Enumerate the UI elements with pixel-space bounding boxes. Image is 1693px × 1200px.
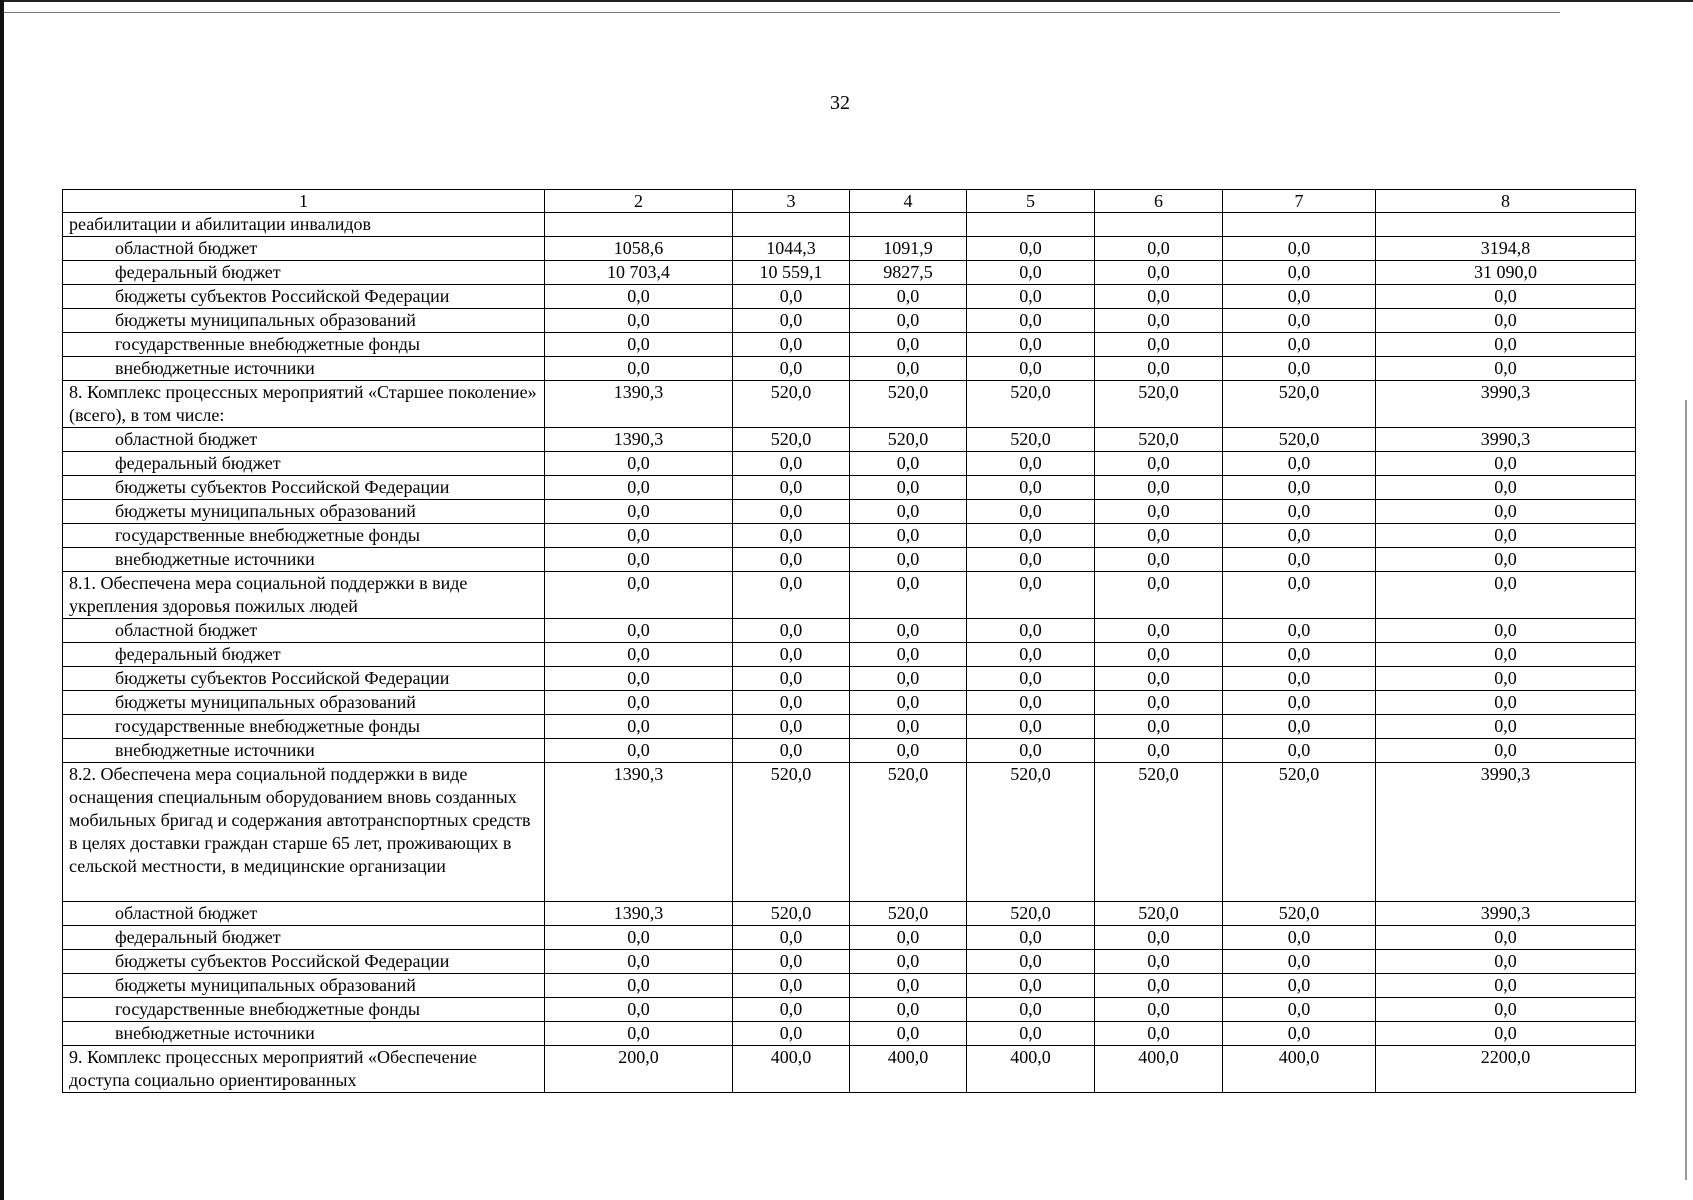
value-cell-col-4 — [850, 213, 967, 237]
value-cell-col-2: 1390,3 — [545, 902, 733, 926]
value-cell-col-8: 0,0 — [1376, 285, 1636, 309]
value-cell-col-4: 520,0 — [850, 428, 967, 452]
measure-label: 8.1. Обеспечена мера социальной поддержки в виде укрепления здоровья пожилых людей — [63, 572, 545, 619]
value-cell-col-6: 520,0 — [1095, 763, 1223, 902]
value-cell-col-3: 0,0 — [733, 667, 850, 691]
value-cell-col-8: 0,0 — [1376, 974, 1636, 998]
table-row — [63, 524, 1636, 548]
budget-source-label: бюджеты муниципальных образований — [63, 500, 545, 524]
table-row — [63, 763, 1636, 902]
value-cell-col-3: 0,0 — [733, 524, 850, 548]
value-cell-col-5: 520,0 — [967, 902, 1095, 926]
value-cell-col-5: 520,0 — [967, 428, 1095, 452]
value-cell-col-8: 0,0 — [1376, 998, 1636, 1022]
table-row — [63, 333, 1636, 357]
value-cell-col-4: 0,0 — [850, 333, 967, 357]
value-cell-col-6: 0,0 — [1095, 500, 1223, 524]
column-header: 7 — [1223, 190, 1376, 213]
table-row — [63, 261, 1636, 285]
value-cell-col-7: 520,0 — [1223, 902, 1376, 926]
value-cell-col-8: 3194,8 — [1376, 237, 1636, 261]
value-cell-col-5: 0,0 — [967, 1022, 1095, 1046]
value-cell-col-3: 520,0 — [733, 428, 850, 452]
value-cell-col-7 — [1223, 213, 1376, 237]
value-cell-col-7: 0,0 — [1223, 691, 1376, 715]
budget-source-label: федеральный бюджет — [63, 926, 545, 950]
budget-source-label: государственные внебюджетные фонды — [63, 333, 545, 357]
value-cell-col-8: 0,0 — [1376, 715, 1636, 739]
value-cell-col-7: 0,0 — [1223, 926, 1376, 950]
table-row — [63, 285, 1636, 309]
value-cell-col-8: 3990,3 — [1376, 428, 1636, 452]
value-cell-col-4: 0,0 — [850, 572, 967, 619]
value-cell-col-5 — [967, 213, 1095, 237]
value-cell-col-3: 0,0 — [733, 619, 850, 643]
value-cell-col-7: 0,0 — [1223, 643, 1376, 667]
column-header: 1 — [63, 190, 545, 213]
value-cell-col-6: 0,0 — [1095, 619, 1223, 643]
value-cell-col-2: 0,0 — [545, 333, 733, 357]
value-cell-col-5: 0,0 — [967, 643, 1095, 667]
value-cell-col-7: 0,0 — [1223, 333, 1376, 357]
budget-source-label: бюджеты муниципальных образований — [63, 691, 545, 715]
table-row — [63, 1022, 1636, 1046]
value-cell-col-4: 400,0 — [850, 1046, 967, 1093]
value-cell-col-6: 0,0 — [1095, 1022, 1223, 1046]
value-cell-col-4: 520,0 — [850, 763, 967, 902]
table-row — [63, 619, 1636, 643]
value-cell-col-6: 0,0 — [1095, 572, 1223, 619]
value-cell-col-4: 0,0 — [850, 619, 967, 643]
table-row — [63, 476, 1636, 500]
value-cell-col-7: 0,0 — [1223, 974, 1376, 998]
value-cell-col-5: 0,0 — [967, 619, 1095, 643]
value-cell-col-5: 0,0 — [967, 237, 1095, 261]
value-cell-col-7: 520,0 — [1223, 428, 1376, 452]
value-cell-col-4: 520,0 — [850, 381, 967, 428]
measure-label: 8. Комплекс процессных мероприятий «Старшее поколение» (всего), в том числе: — [63, 381, 545, 428]
table-row — [63, 715, 1636, 739]
value-cell-col-6: 0,0 — [1095, 261, 1223, 285]
value-cell-col-2: 1390,3 — [545, 428, 733, 452]
value-cell-col-2: 1390,3 — [545, 763, 733, 902]
value-cell-col-6: 0,0 — [1095, 333, 1223, 357]
value-cell-col-8: 0,0 — [1376, 619, 1636, 643]
value-cell-col-5: 400,0 — [967, 1046, 1095, 1093]
value-cell-col-8: 0,0 — [1376, 667, 1636, 691]
value-cell-col-3: 10 559,1 — [733, 261, 850, 285]
value-cell-col-2: 0,0 — [545, 524, 733, 548]
value-cell-col-4: 0,0 — [850, 524, 967, 548]
budget-source-label: внебюджетные источники — [63, 357, 545, 381]
value-cell-col-4: 0,0 — [850, 691, 967, 715]
value-cell-col-3: 0,0 — [733, 1022, 850, 1046]
budget-source-label: областной бюджет — [63, 428, 545, 452]
budget-source-label: областной бюджет — [63, 902, 545, 926]
value-cell-col-2: 10 703,4 — [545, 261, 733, 285]
value-cell-col-5: 0,0 — [967, 572, 1095, 619]
budget-source-label: государственные внебюджетные фонды — [63, 715, 545, 739]
value-cell-col-4: 0,0 — [850, 667, 967, 691]
value-cell-col-2: 0,0 — [545, 309, 733, 333]
table-row — [63, 572, 1636, 619]
value-cell-col-8: 3990,3 — [1376, 902, 1636, 926]
value-cell-col-7: 0,0 — [1223, 548, 1376, 572]
value-cell-col-8: 0,0 — [1376, 333, 1636, 357]
value-cell-col-2: 200,0 — [545, 1046, 733, 1093]
value-cell-col-8: 0,0 — [1376, 926, 1636, 950]
value-cell-col-5: 0,0 — [967, 452, 1095, 476]
value-cell-col-5: 0,0 — [967, 476, 1095, 500]
scan-edge-top — [0, 0, 1693, 20]
value-cell-col-5: 0,0 — [967, 357, 1095, 381]
table-row — [63, 667, 1636, 691]
value-cell-col-3: 0,0 — [733, 500, 850, 524]
value-cell-col-2: 0,0 — [545, 500, 733, 524]
value-cell-col-2: 1390,3 — [545, 381, 733, 428]
value-cell-col-4: 0,0 — [850, 998, 967, 1022]
value-cell-col-8: 0,0 — [1376, 309, 1636, 333]
value-cell-col-2: 0,0 — [545, 619, 733, 643]
table-row — [63, 500, 1636, 524]
value-cell-col-4: 520,0 — [850, 902, 967, 926]
value-cell-col-3: 400,0 — [733, 1046, 850, 1093]
value-cell-col-7: 400,0 — [1223, 1046, 1376, 1093]
value-cell-col-4: 0,0 — [850, 974, 967, 998]
value-cell-col-5: 0,0 — [967, 691, 1095, 715]
value-cell-col-6: 0,0 — [1095, 548, 1223, 572]
value-cell-col-7: 0,0 — [1223, 237, 1376, 261]
value-cell-col-2: 0,0 — [545, 452, 733, 476]
value-cell-col-2: 0,0 — [545, 548, 733, 572]
scan-edge-left — [0, 0, 4, 1200]
value-cell-col-6 — [1095, 213, 1223, 237]
table-row — [63, 237, 1636, 261]
value-cell-col-4: 0,0 — [850, 452, 967, 476]
value-cell-col-6: 0,0 — [1095, 476, 1223, 500]
value-cell-col-8: 3990,3 — [1376, 381, 1636, 428]
value-cell-col-6: 0,0 — [1095, 739, 1223, 763]
value-cell-col-6: 520,0 — [1095, 902, 1223, 926]
table-row — [63, 643, 1636, 667]
column-header: 8 — [1376, 190, 1636, 213]
table-row — [63, 974, 1636, 998]
value-cell-col-3: 0,0 — [733, 452, 850, 476]
value-cell-col-4: 0,0 — [850, 1022, 967, 1046]
table-row — [63, 926, 1636, 950]
value-cell-col-6: 0,0 — [1095, 998, 1223, 1022]
value-cell-col-8: 0,0 — [1376, 548, 1636, 572]
value-cell-col-3: 0,0 — [733, 309, 850, 333]
value-cell-col-5: 0,0 — [967, 926, 1095, 950]
value-cell-col-7: 0,0 — [1223, 476, 1376, 500]
table-row — [63, 309, 1636, 333]
value-cell-col-7: 0,0 — [1223, 715, 1376, 739]
value-cell-col-8: 0,0 — [1376, 452, 1636, 476]
value-cell-col-6: 0,0 — [1095, 974, 1223, 998]
table-row — [63, 950, 1636, 974]
value-cell-col-4: 0,0 — [850, 309, 967, 333]
table-row — [63, 357, 1636, 381]
value-cell-col-7: 0,0 — [1223, 309, 1376, 333]
value-cell-col-4: 1091,9 — [850, 237, 967, 261]
value-cell-col-3: 0,0 — [733, 643, 850, 667]
value-cell-col-5: 0,0 — [967, 950, 1095, 974]
value-cell-col-5: 520,0 — [967, 381, 1095, 428]
table-row — [63, 902, 1636, 926]
value-cell-col-8: 0,0 — [1376, 1022, 1636, 1046]
budget-source-label: бюджеты субъектов Российской Федерации — [63, 950, 545, 974]
value-cell-col-3: 0,0 — [733, 285, 850, 309]
value-cell-col-8: 3990,3 — [1376, 763, 1636, 902]
table-row — [63, 213, 1636, 237]
value-cell-col-8: 0,0 — [1376, 476, 1636, 500]
value-cell-col-6: 0,0 — [1095, 667, 1223, 691]
value-cell-col-7: 0,0 — [1223, 998, 1376, 1022]
value-cell-col-7: 520,0 — [1223, 763, 1376, 902]
table-row — [63, 998, 1636, 1022]
value-cell-col-2: 0,0 — [545, 926, 733, 950]
value-cell-col-5: 0,0 — [967, 974, 1095, 998]
table-header-row — [63, 190, 1636, 213]
table-row — [63, 428, 1636, 452]
column-header: 6 — [1095, 190, 1223, 213]
value-cell-col-6: 0,0 — [1095, 524, 1223, 548]
value-cell-col-2: 0,0 — [545, 285, 733, 309]
value-cell-col-6: 0,0 — [1095, 237, 1223, 261]
table-row — [63, 452, 1636, 476]
budget-source-label: внебюджетные источники — [63, 739, 545, 763]
value-cell-col-5: 0,0 — [967, 998, 1095, 1022]
budget-source-label: областной бюджет — [63, 237, 545, 261]
value-cell-col-2: 0,0 — [545, 739, 733, 763]
value-cell-col-7: 0,0 — [1223, 619, 1376, 643]
page-number: 32 — [830, 92, 850, 114]
value-cell-col-2: 0,0 — [545, 572, 733, 619]
value-cell-col-7: 0,0 — [1223, 452, 1376, 476]
budget-source-label: федеральный бюджет — [63, 643, 545, 667]
value-cell-col-8 — [1376, 213, 1636, 237]
table-row — [63, 739, 1636, 763]
value-cell-col-3: 0,0 — [733, 572, 850, 619]
value-cell-col-3: 0,0 — [733, 715, 850, 739]
value-cell-col-2: 0,0 — [545, 715, 733, 739]
budget-source-label: бюджеты субъектов Российской Федерации — [63, 476, 545, 500]
value-cell-col-4: 0,0 — [850, 950, 967, 974]
measure-label: реабилитации и абилитации инвалидов — [63, 213, 545, 237]
value-cell-col-8: 0,0 — [1376, 739, 1636, 763]
value-cell-col-7: 0,0 — [1223, 524, 1376, 548]
budget-source-label: бюджеты муниципальных образований — [63, 309, 545, 333]
value-cell-col-8: 2200,0 — [1376, 1046, 1636, 1093]
value-cell-col-3: 0,0 — [733, 548, 850, 572]
value-cell-col-7: 0,0 — [1223, 950, 1376, 974]
value-cell-col-3: 0,0 — [733, 357, 850, 381]
value-cell-col-6: 0,0 — [1095, 643, 1223, 667]
column-header: 4 — [850, 190, 967, 213]
value-cell-col-6: 0,0 — [1095, 715, 1223, 739]
value-cell-col-5: 0,0 — [967, 333, 1095, 357]
value-cell-col-2 — [545, 213, 733, 237]
table-row — [63, 1046, 1636, 1093]
column-header: 2 — [545, 190, 733, 213]
value-cell-col-6: 0,0 — [1095, 691, 1223, 715]
value-cell-col-2: 0,0 — [545, 643, 733, 667]
value-cell-col-7: 0,0 — [1223, 572, 1376, 619]
value-cell-col-4: 0,0 — [850, 357, 967, 381]
value-cell-col-6: 520,0 — [1095, 381, 1223, 428]
table-row — [63, 691, 1636, 715]
budget-source-label: областной бюджет — [63, 619, 545, 643]
budget-source-label: государственные внебюджетные фонды — [63, 524, 545, 548]
value-cell-col-8: 31 090,0 — [1376, 261, 1636, 285]
budget-source-label: внебюджетные источники — [63, 548, 545, 572]
budget-source-label: федеральный бюджет — [63, 452, 545, 476]
value-cell-col-2: 0,0 — [545, 476, 733, 500]
value-cell-col-7: 0,0 — [1223, 261, 1376, 285]
value-cell-col-3: 0,0 — [733, 974, 850, 998]
value-cell-col-2: 0,0 — [545, 1022, 733, 1046]
budget-source-label: федеральный бюджет — [63, 261, 545, 285]
value-cell-col-6: 0,0 — [1095, 285, 1223, 309]
value-cell-col-3: 0,0 — [733, 926, 850, 950]
value-cell-col-6: 0,0 — [1095, 926, 1223, 950]
value-cell-col-4: 0,0 — [850, 643, 967, 667]
value-cell-col-5: 520,0 — [967, 763, 1095, 902]
value-cell-col-8: 0,0 — [1376, 500, 1636, 524]
table-row — [63, 381, 1636, 428]
value-cell-col-5: 0,0 — [967, 739, 1095, 763]
scan-edge-right — [1685, 400, 1687, 1180]
value-cell-col-2: 0,0 — [545, 998, 733, 1022]
value-cell-col-6: 0,0 — [1095, 452, 1223, 476]
budget-source-label: внебюджетные источники — [63, 1022, 545, 1046]
value-cell-col-5: 0,0 — [967, 261, 1095, 285]
value-cell-col-2: 0,0 — [545, 667, 733, 691]
value-cell-col-6: 0,0 — [1095, 357, 1223, 381]
value-cell-col-3: 1044,3 — [733, 237, 850, 261]
value-cell-col-4: 0,0 — [850, 715, 967, 739]
value-cell-col-8: 0,0 — [1376, 950, 1636, 974]
value-cell-col-3: 520,0 — [733, 381, 850, 428]
value-cell-col-6: 0,0 — [1095, 950, 1223, 974]
column-header: 5 — [967, 190, 1095, 213]
value-cell-col-4: 0,0 — [850, 548, 967, 572]
value-cell-col-5: 0,0 — [967, 715, 1095, 739]
value-cell-col-5: 0,0 — [967, 524, 1095, 548]
value-cell-col-2: 1058,6 — [545, 237, 733, 261]
value-cell-col-8: 0,0 — [1376, 572, 1636, 619]
value-cell-col-8: 0,0 — [1376, 691, 1636, 715]
column-header: 3 — [733, 190, 850, 213]
value-cell-col-8: 0,0 — [1376, 643, 1636, 667]
value-cell-col-3: 520,0 — [733, 902, 850, 926]
budget-source-label: бюджеты муниципальных образований — [63, 974, 545, 998]
value-cell-col-3: 0,0 — [733, 333, 850, 357]
value-cell-col-3: 0,0 — [733, 950, 850, 974]
budget-source-label: государственные внебюджетные фонды — [63, 998, 545, 1022]
value-cell-col-7: 0,0 — [1223, 285, 1376, 309]
value-cell-col-6: 520,0 — [1095, 428, 1223, 452]
value-cell-col-6: 400,0 — [1095, 1046, 1223, 1093]
value-cell-col-7: 0,0 — [1223, 357, 1376, 381]
value-cell-col-6: 0,0 — [1095, 309, 1223, 333]
value-cell-col-4: 0,0 — [850, 500, 967, 524]
budget-table — [62, 189, 1636, 1093]
value-cell-col-7: 0,0 — [1223, 500, 1376, 524]
value-cell-col-4: 0,0 — [850, 739, 967, 763]
value-cell-col-8: 0,0 — [1376, 524, 1636, 548]
value-cell-col-7: 0,0 — [1223, 739, 1376, 763]
measure-label: 9. Комплекс процессных мероприятий «Обеспечение доступа социально ориентированных — [63, 1046, 545, 1093]
value-cell-col-7: 520,0 — [1223, 381, 1376, 428]
value-cell-col-4: 0,0 — [850, 476, 967, 500]
budget-source-label: бюджеты субъектов Российской Федерации — [63, 667, 545, 691]
measure-label: 8.2. Обеспечена мера социальной поддержки в виде оснащения специальным оборудованием вновь созданных мобильных бригад и содержания автотранспортных средств в целях доставки граждан старше 65 лет, проживающих в сельской местности, в медицинские организации — [63, 763, 545, 902]
value-cell-col-3: 0,0 — [733, 739, 850, 763]
value-cell-col-3: 520,0 — [733, 763, 850, 902]
value-cell-col-7: 0,0 — [1223, 667, 1376, 691]
value-cell-col-3 — [733, 213, 850, 237]
value-cell-col-5: 0,0 — [967, 500, 1095, 524]
value-cell-col-5: 0,0 — [967, 548, 1095, 572]
value-cell-col-2: 0,0 — [545, 691, 733, 715]
value-cell-col-2: 0,0 — [545, 974, 733, 998]
budget-source-label: бюджеты субъектов Российской Федерации — [63, 285, 545, 309]
value-cell-col-4: 0,0 — [850, 285, 967, 309]
value-cell-col-3: 0,0 — [733, 691, 850, 715]
value-cell-col-5: 0,0 — [967, 667, 1095, 691]
value-cell-col-4: 0,0 — [850, 926, 967, 950]
value-cell-col-4: 9827,5 — [850, 261, 967, 285]
value-cell-col-7: 0,0 — [1223, 1022, 1376, 1046]
value-cell-col-5: 0,0 — [967, 309, 1095, 333]
table-row — [63, 548, 1636, 572]
value-cell-col-8: 0,0 — [1376, 357, 1636, 381]
value-cell-col-2: 0,0 — [545, 950, 733, 974]
value-cell-col-3: 0,0 — [733, 998, 850, 1022]
value-cell-col-2: 0,0 — [545, 357, 733, 381]
value-cell-col-3: 0,0 — [733, 476, 850, 500]
value-cell-col-5: 0,0 — [967, 285, 1095, 309]
